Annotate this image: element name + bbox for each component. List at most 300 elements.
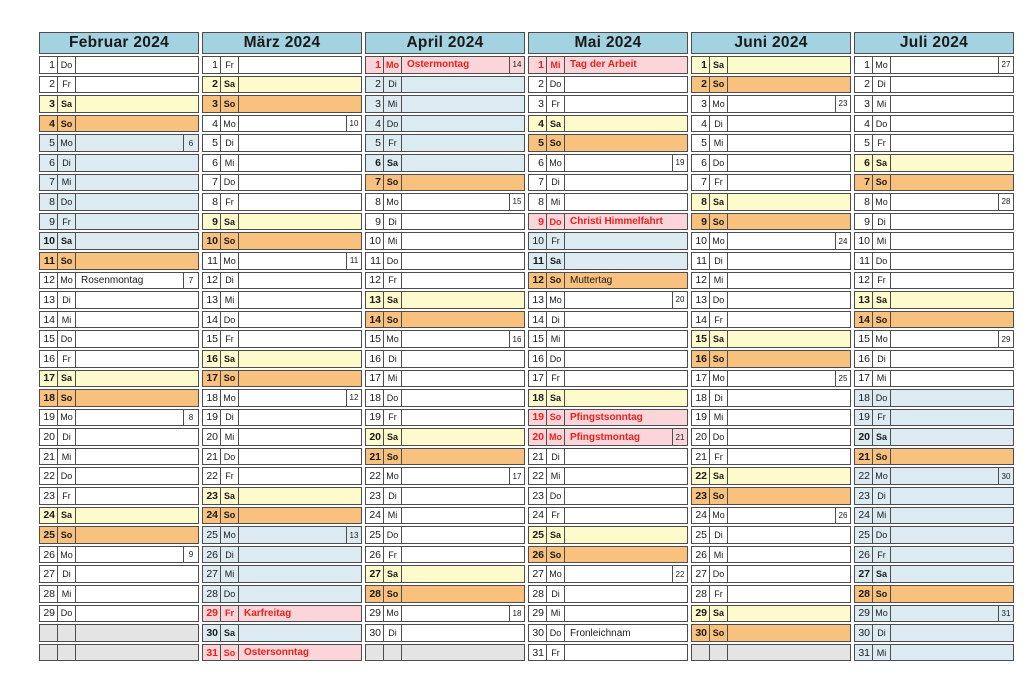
day-row bbox=[365, 193, 525, 211]
note-cell bbox=[565, 468, 687, 484]
day-number-cell: 16 bbox=[855, 351, 873, 367]
day-number-cell: 15 bbox=[855, 331, 873, 347]
day-number-cell: 24 bbox=[529, 508, 547, 524]
weekday-cell: Mo bbox=[710, 371, 728, 387]
day-number-cell: 18 bbox=[692, 390, 710, 406]
weekday-cell: Sa bbox=[547, 390, 565, 406]
note-cell bbox=[76, 566, 198, 582]
weekday-cell: So bbox=[384, 449, 402, 465]
weekday-cell: Di bbox=[384, 488, 402, 504]
day-number-cell: 27 bbox=[529, 566, 547, 582]
weekday-cell: So bbox=[221, 508, 239, 524]
day-row bbox=[39, 389, 199, 407]
note-cell bbox=[76, 194, 198, 210]
note-cell bbox=[402, 155, 524, 171]
week-number-cell: 23 bbox=[835, 96, 850, 112]
week-number-cell: 26 bbox=[835, 508, 850, 524]
weekday-cell: Di bbox=[547, 586, 565, 602]
weekday-cell: Mi bbox=[547, 606, 565, 622]
day-row bbox=[39, 585, 199, 603]
week-number-cell: 15 bbox=[509, 194, 524, 210]
day-row bbox=[365, 232, 525, 250]
weekday-cell: Do bbox=[58, 331, 76, 347]
note-cell bbox=[728, 292, 850, 308]
day-row bbox=[528, 409, 688, 427]
day-number-cell: 6 bbox=[366, 155, 384, 171]
day-row bbox=[854, 330, 1014, 348]
day-number-cell: 8 bbox=[40, 194, 58, 210]
weekday-cell: Fr bbox=[547, 508, 565, 524]
day-number-cell: 11 bbox=[529, 253, 547, 269]
day-row bbox=[39, 546, 199, 564]
day-number-cell: 17 bbox=[692, 371, 710, 387]
note-cell bbox=[239, 175, 361, 191]
day-number-cell: 17 bbox=[40, 371, 58, 387]
note-cell bbox=[402, 135, 524, 151]
note-cell: Pfingstmontag bbox=[570, 431, 640, 443]
day-number-cell: 13 bbox=[366, 292, 384, 308]
weekday-cell: Mo bbox=[58, 273, 76, 289]
weekday-cell bbox=[58, 645, 76, 661]
day-number-cell: 31 bbox=[855, 645, 873, 661]
note-cell bbox=[239, 390, 346, 406]
weekday-cell: Fr bbox=[710, 312, 728, 328]
day-row bbox=[691, 605, 851, 623]
day-row bbox=[202, 95, 362, 113]
day-number-cell: 7 bbox=[529, 175, 547, 191]
weekday-cell: So bbox=[221, 371, 239, 387]
note-cell bbox=[76, 527, 198, 543]
day-row bbox=[365, 174, 525, 192]
day-number-cell: 23 bbox=[529, 488, 547, 504]
note-cell bbox=[728, 390, 850, 406]
day-row bbox=[365, 330, 525, 348]
note-cell bbox=[76, 233, 198, 249]
day-number-cell: 25 bbox=[692, 527, 710, 543]
note-cell bbox=[891, 312, 1013, 328]
note-cell bbox=[565, 194, 687, 210]
day-row bbox=[528, 311, 688, 329]
note-cell bbox=[76, 606, 198, 622]
weekday-cell: Mo bbox=[547, 429, 565, 445]
day-row bbox=[691, 624, 851, 642]
note-cell bbox=[402, 273, 524, 289]
weekday-cell: Di bbox=[873, 625, 891, 641]
note-cell bbox=[239, 488, 361, 504]
weekday-cell: Mi bbox=[547, 57, 565, 73]
day-row bbox=[39, 252, 199, 270]
weekday-cell: Fr bbox=[221, 606, 239, 622]
note-cell bbox=[891, 214, 1013, 230]
day-number-cell: 31 bbox=[203, 645, 221, 661]
weekday-cell bbox=[710, 645, 728, 661]
day-number-cell: 29 bbox=[692, 606, 710, 622]
weekday-cell: Fr bbox=[547, 233, 565, 249]
day-number-cell: 6 bbox=[40, 155, 58, 171]
day-number-cell: 28 bbox=[692, 586, 710, 602]
day-number-cell: 30 bbox=[203, 625, 221, 641]
note-cell bbox=[728, 57, 850, 73]
day-row bbox=[528, 624, 688, 642]
week-number-cell: 22 bbox=[672, 566, 687, 582]
day-number-cell: 26 bbox=[366, 547, 384, 563]
day-row bbox=[691, 193, 851, 211]
day-row bbox=[202, 154, 362, 172]
weekday-cell: Mo bbox=[873, 468, 891, 484]
day-row bbox=[39, 232, 199, 250]
day-number-cell: 2 bbox=[529, 77, 547, 93]
month-title: Februar 2024 bbox=[39, 32, 199, 54]
day-row bbox=[202, 467, 362, 485]
day-number-cell: 7 bbox=[40, 175, 58, 191]
day-row bbox=[365, 154, 525, 172]
note-cell bbox=[728, 214, 850, 230]
day-number-cell: 24 bbox=[203, 508, 221, 524]
day-row bbox=[691, 252, 851, 270]
week-number-cell: 19 bbox=[672, 155, 687, 171]
day-row bbox=[854, 565, 1014, 583]
day-row bbox=[691, 291, 851, 309]
day-row bbox=[854, 448, 1014, 466]
day-row bbox=[202, 526, 362, 544]
day-row bbox=[528, 605, 688, 623]
weekday-cell: Mi bbox=[58, 449, 76, 465]
day-row bbox=[854, 644, 1014, 662]
week-number-cell: 13 bbox=[346, 527, 361, 543]
note-cell bbox=[239, 57, 361, 73]
note-cell bbox=[891, 410, 1013, 426]
day-row bbox=[39, 565, 199, 583]
day-row bbox=[39, 193, 199, 211]
weekday-cell bbox=[384, 645, 402, 661]
note-cell bbox=[402, 175, 524, 191]
day-number-cell: 3 bbox=[203, 96, 221, 112]
day-row bbox=[202, 389, 362, 407]
note-cell bbox=[402, 586, 524, 602]
note-cell bbox=[239, 194, 361, 210]
day-row bbox=[39, 213, 199, 231]
weekday-cell: Mo bbox=[710, 508, 728, 524]
note-cell bbox=[402, 606, 509, 622]
day-row bbox=[202, 213, 362, 231]
note-cell bbox=[891, 606, 998, 622]
day-row bbox=[854, 350, 1014, 368]
note-cell bbox=[728, 606, 850, 622]
day-number-cell: 28 bbox=[40, 586, 58, 602]
day-number-cell: 4 bbox=[203, 116, 221, 132]
note-cell bbox=[239, 96, 361, 112]
day-number-cell: 11 bbox=[40, 253, 58, 269]
weekday-cell: Fr bbox=[710, 175, 728, 191]
note-cell bbox=[565, 312, 687, 328]
day-row bbox=[365, 56, 525, 74]
note-cell bbox=[728, 371, 835, 387]
day-number-cell: 10 bbox=[203, 233, 221, 249]
weekday-cell: Mo bbox=[873, 331, 891, 347]
note-cell bbox=[728, 449, 850, 465]
day-number-cell: 18 bbox=[203, 390, 221, 406]
day-row bbox=[365, 389, 525, 407]
day-number-cell: 10 bbox=[366, 233, 384, 249]
note-cell: Pfingstsonntag bbox=[570, 411, 643, 423]
note-cell bbox=[239, 253, 346, 269]
note-cell bbox=[891, 116, 1013, 132]
weekday-cell: Sa bbox=[384, 292, 402, 308]
day-row bbox=[528, 76, 688, 94]
weekday-cell: Fr bbox=[58, 488, 76, 504]
day-number-cell: 5 bbox=[529, 135, 547, 151]
note-cell bbox=[565, 96, 687, 112]
day-number-cell: 9 bbox=[692, 214, 710, 230]
week-number-cell: 7 bbox=[183, 273, 198, 289]
weekday-cell: Di bbox=[710, 116, 728, 132]
day-number-cell: 12 bbox=[40, 273, 58, 289]
day-row bbox=[365, 95, 525, 113]
note-cell bbox=[565, 292, 672, 308]
weekday-cell: Fr bbox=[384, 410, 402, 426]
day-number-cell: 8 bbox=[855, 194, 873, 210]
day-number-cell: 2 bbox=[203, 77, 221, 93]
day-number-cell: 19 bbox=[40, 410, 58, 426]
day-row bbox=[365, 428, 525, 446]
day-number-cell: 20 bbox=[529, 429, 547, 445]
weekday-cell: So bbox=[384, 175, 402, 191]
day-number-cell: 8 bbox=[529, 194, 547, 210]
note-cell bbox=[76, 116, 198, 132]
week-number-cell: 6 bbox=[183, 135, 198, 151]
weekday-cell: Mi bbox=[221, 429, 239, 445]
weekday-cell: Mi bbox=[873, 371, 891, 387]
day-row bbox=[39, 272, 199, 290]
day-row bbox=[39, 467, 199, 485]
day-row bbox=[854, 272, 1014, 290]
weekday-cell: Do bbox=[873, 390, 891, 406]
day-number-cell: 2 bbox=[40, 77, 58, 93]
weekday-cell: So bbox=[221, 645, 239, 661]
note-cell bbox=[565, 253, 687, 269]
weekday-cell: Mo bbox=[547, 566, 565, 582]
day-row bbox=[202, 76, 362, 94]
note-cell bbox=[891, 429, 1013, 445]
weekday-cell: Fr bbox=[710, 449, 728, 465]
day-number-cell: 10 bbox=[40, 233, 58, 249]
weekday-cell: So bbox=[221, 233, 239, 249]
weekday-cell: Do bbox=[547, 351, 565, 367]
weekday-cell: Do bbox=[547, 488, 565, 504]
weekday-cell: Sa bbox=[221, 214, 239, 230]
weekday-cell: Mi bbox=[873, 233, 891, 249]
day-number-cell: 20 bbox=[855, 429, 873, 445]
day-number-cell: 4 bbox=[855, 116, 873, 132]
day-number-cell bbox=[40, 625, 58, 641]
note-cell bbox=[728, 547, 850, 563]
weekday-cell: Sa bbox=[221, 488, 239, 504]
weekday-cell: Fr bbox=[710, 586, 728, 602]
weekday-cell: Mo bbox=[58, 410, 76, 426]
weekday-cell: So bbox=[710, 351, 728, 367]
day-number-cell: 5 bbox=[366, 135, 384, 151]
weekday-cell: Mo bbox=[547, 292, 565, 308]
day-number-cell: 1 bbox=[529, 57, 547, 73]
weekday-cell: Fr bbox=[58, 214, 76, 230]
day-number-cell: 1 bbox=[203, 57, 221, 73]
weekday-cell: Do bbox=[873, 116, 891, 132]
note-cell bbox=[565, 175, 687, 191]
note-cell bbox=[402, 645, 524, 661]
note-cell bbox=[728, 155, 850, 171]
day-number-cell: 28 bbox=[203, 586, 221, 602]
note-cell bbox=[402, 566, 524, 582]
day-row bbox=[365, 585, 525, 603]
day-number-cell: 30 bbox=[529, 625, 547, 641]
day-number-cell: 14 bbox=[855, 312, 873, 328]
note-cell bbox=[239, 116, 346, 132]
weekday-cell: Mi bbox=[873, 96, 891, 112]
day-row bbox=[691, 115, 851, 133]
day-row bbox=[691, 272, 851, 290]
day-row bbox=[365, 76, 525, 94]
day-row bbox=[365, 115, 525, 133]
note-cell bbox=[402, 351, 524, 367]
day-row bbox=[528, 154, 688, 172]
weekday-cell: Di bbox=[873, 488, 891, 504]
weekday-cell: Mi bbox=[873, 508, 891, 524]
day-row bbox=[528, 428, 688, 446]
day-number-cell: 27 bbox=[855, 566, 873, 582]
weekday-cell: So bbox=[873, 175, 891, 191]
weekday-cell: Fr bbox=[221, 468, 239, 484]
weekday-cell: Sa bbox=[547, 116, 565, 132]
day-number-cell: 18 bbox=[366, 390, 384, 406]
note-cell bbox=[402, 194, 509, 210]
day-row bbox=[202, 565, 362, 583]
day-number-cell: 5 bbox=[855, 135, 873, 151]
day-row bbox=[365, 350, 525, 368]
weekday-cell: So bbox=[547, 410, 565, 426]
note-cell bbox=[402, 116, 524, 132]
note-cell bbox=[891, 57, 998, 73]
day-number-cell: 19 bbox=[366, 410, 384, 426]
note-cell bbox=[891, 194, 998, 210]
day-number-cell: 21 bbox=[692, 449, 710, 465]
note-cell bbox=[891, 468, 998, 484]
note-cell bbox=[728, 351, 850, 367]
day-row bbox=[528, 115, 688, 133]
weekday-cell: Mi bbox=[58, 312, 76, 328]
note-cell bbox=[565, 586, 687, 602]
day-number-cell: 9 bbox=[366, 214, 384, 230]
weekday-cell: Sa bbox=[58, 233, 76, 249]
day-row bbox=[39, 56, 199, 74]
note-cell bbox=[565, 508, 687, 524]
day-number-cell: 17 bbox=[855, 371, 873, 387]
note-cell bbox=[402, 449, 524, 465]
day-row bbox=[691, 507, 851, 525]
note-cell bbox=[565, 371, 687, 387]
weekday-cell: Sa bbox=[710, 57, 728, 73]
day-row bbox=[691, 76, 851, 94]
weekday-cell: Mi bbox=[710, 273, 728, 289]
day-row bbox=[528, 487, 688, 505]
note-cell bbox=[891, 508, 1013, 524]
note-cell bbox=[239, 547, 361, 563]
weekday-cell: So bbox=[873, 312, 891, 328]
weekday-cell: Di bbox=[873, 214, 891, 230]
note-cell bbox=[402, 292, 524, 308]
weekday-cell: Di bbox=[221, 410, 239, 426]
weekday-cell: Mo bbox=[221, 253, 239, 269]
month-title: April 2024 bbox=[365, 32, 525, 54]
note-cell bbox=[402, 331, 509, 347]
weekday-cell: Do bbox=[221, 175, 239, 191]
weekday-cell: Fr bbox=[547, 371, 565, 387]
day-number-cell: 7 bbox=[855, 175, 873, 191]
month-title: Mai 2024 bbox=[528, 32, 688, 54]
day-number-cell: 16 bbox=[366, 351, 384, 367]
day-number-cell: 11 bbox=[366, 253, 384, 269]
day-row bbox=[691, 467, 851, 485]
day-number-cell: 22 bbox=[366, 468, 384, 484]
weekday-cell: Sa bbox=[873, 566, 891, 582]
day-number-cell: 10 bbox=[855, 233, 873, 249]
day-number-cell bbox=[40, 645, 58, 661]
day-number-cell: 4 bbox=[692, 116, 710, 132]
day-row bbox=[39, 526, 199, 544]
weekday-cell: Mi bbox=[221, 292, 239, 308]
note-cell bbox=[239, 77, 361, 93]
day-row bbox=[854, 76, 1014, 94]
day-number-cell: 21 bbox=[529, 449, 547, 465]
day-number-cell: 24 bbox=[855, 508, 873, 524]
note-cell bbox=[76, 77, 198, 93]
day-row bbox=[202, 330, 362, 348]
note-cell bbox=[891, 135, 1013, 151]
day-number-cell: 25 bbox=[40, 527, 58, 543]
weekday-cell: Do bbox=[221, 449, 239, 465]
weekday-cell: Do bbox=[384, 116, 402, 132]
note-cell bbox=[402, 214, 524, 230]
day-number-cell: 17 bbox=[203, 371, 221, 387]
weekday-cell: Fr bbox=[221, 194, 239, 210]
weekday-cell: Fr bbox=[547, 645, 565, 661]
day-row bbox=[528, 467, 688, 485]
note-cell bbox=[891, 527, 1013, 543]
note-cell bbox=[76, 449, 198, 465]
day-number-cell: 14 bbox=[692, 312, 710, 328]
day-row bbox=[691, 213, 851, 231]
note-cell bbox=[402, 233, 524, 249]
month-column-3 bbox=[365, 32, 525, 661]
day-row bbox=[202, 193, 362, 211]
day-number-cell: 27 bbox=[366, 566, 384, 582]
weekday-cell: Di bbox=[710, 527, 728, 543]
weekday-cell: Di bbox=[384, 214, 402, 230]
weekday-cell: So bbox=[547, 273, 565, 289]
day-number-cell: 27 bbox=[40, 566, 58, 582]
day-number-cell: 1 bbox=[366, 57, 384, 73]
day-row bbox=[39, 115, 199, 133]
day-number-cell: 25 bbox=[855, 527, 873, 543]
day-number-cell: 30 bbox=[366, 625, 384, 641]
weekday-cell: Sa bbox=[384, 566, 402, 582]
day-row bbox=[39, 134, 199, 152]
day-row bbox=[528, 370, 688, 388]
weekday-cell: Di bbox=[58, 292, 76, 308]
day-number-cell: 2 bbox=[692, 77, 710, 93]
day-number-cell: 29 bbox=[203, 606, 221, 622]
weekday-cell: Sa bbox=[873, 292, 891, 308]
note-cell bbox=[402, 312, 524, 328]
